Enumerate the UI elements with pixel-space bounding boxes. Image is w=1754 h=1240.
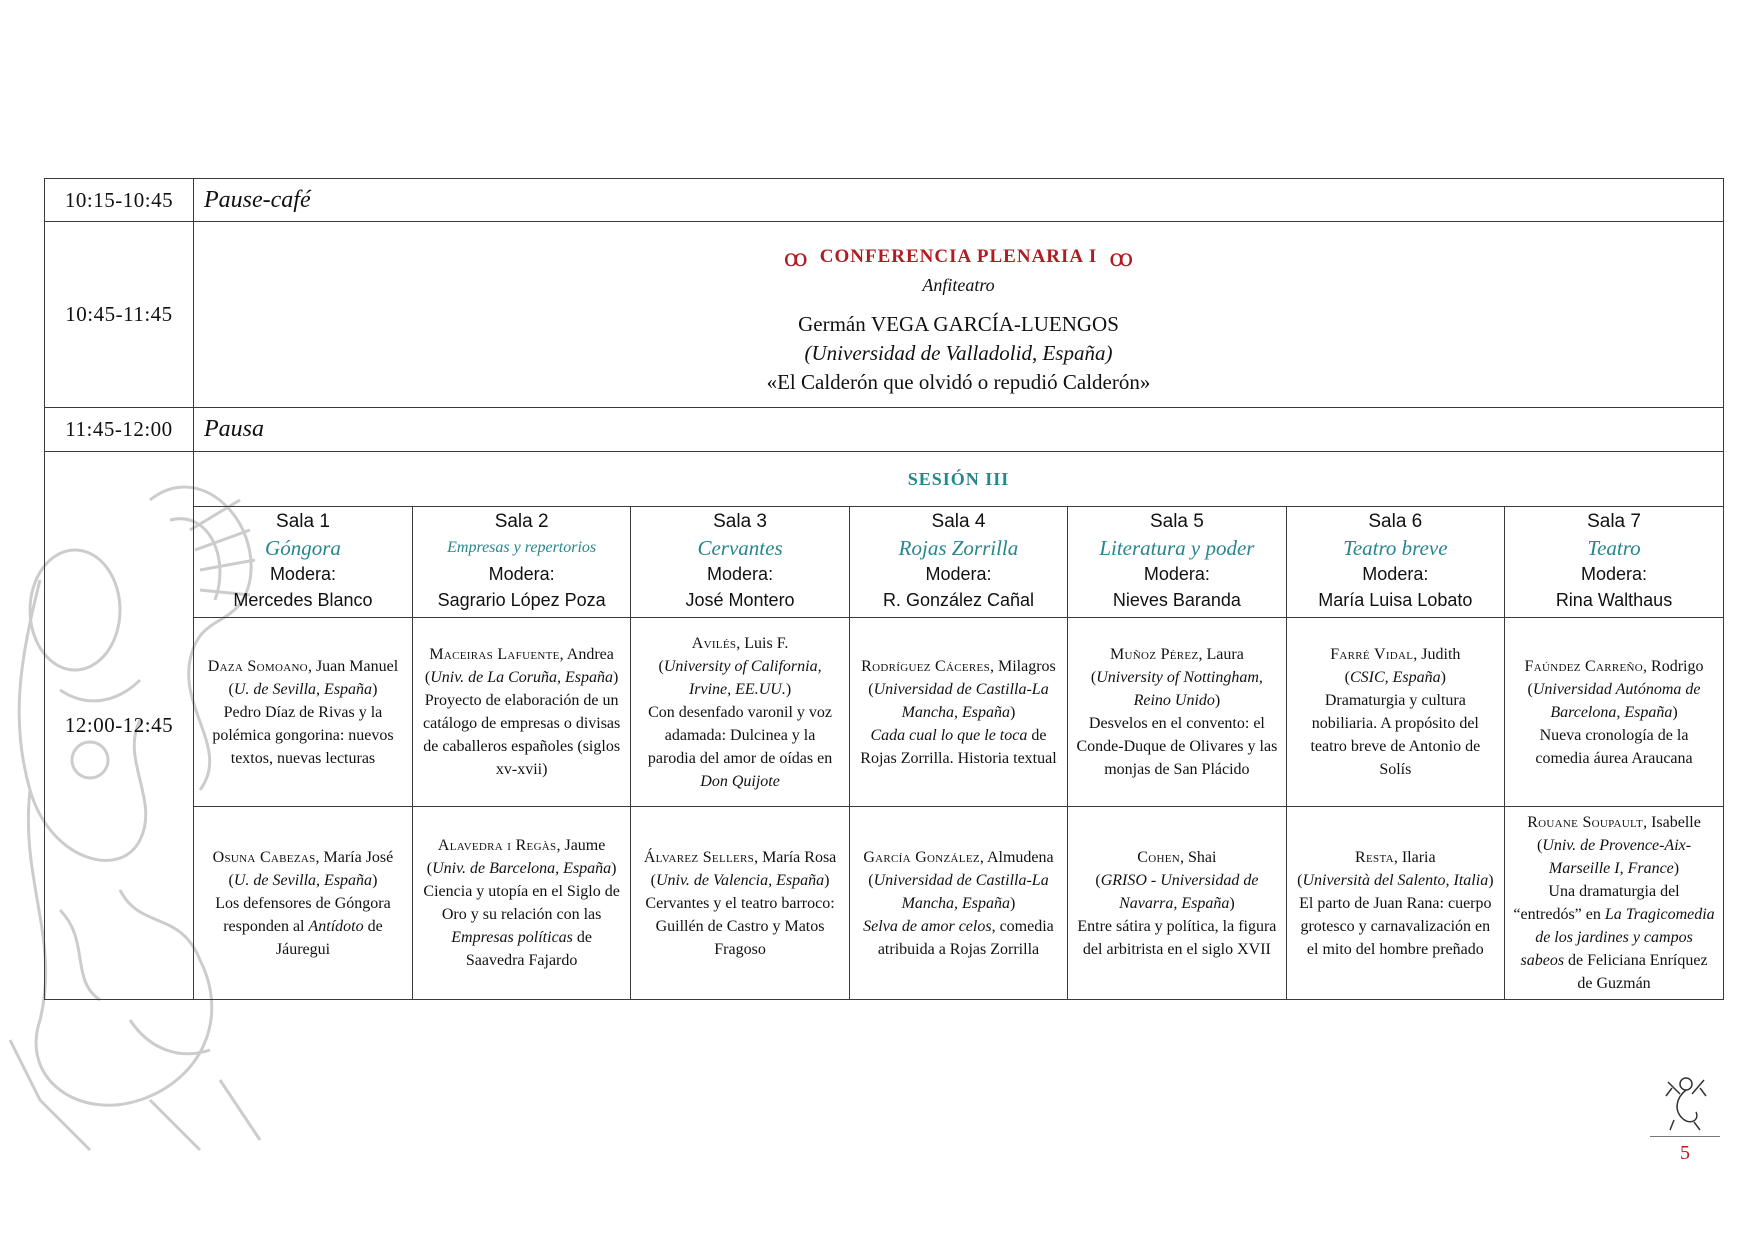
author-surname: García González (863, 848, 980, 866)
sala-theme: Rojas Zorrilla (898, 536, 1019, 560)
author-affiliation: (Universidad de Castilla-La Mancha, España) (868, 871, 1049, 912)
sala-theme: Empresas y repertorios (447, 539, 597, 556)
pause-cafe-row (45, 179, 1724, 222)
paper-title: Proyecto de elaboración de un catálogo de empresas o divisas de caballeros españoles (siglos xv-xvii) (422, 692, 621, 778)
author-name: Faúndez Carreño, Rodrigo (1524, 657, 1704, 675)
sala-header (194, 507, 412, 618)
paper-cell (194, 618, 412, 807)
sala-header (631, 507, 849, 618)
sala-theme: Cervantes (697, 536, 783, 560)
paper-cell (849, 618, 1067, 807)
author-name: Farré Vidal, Judith (1330, 646, 1461, 663)
paper-cell (1286, 807, 1504, 1000)
sala-name: Sala 6 (1368, 511, 1423, 532)
author-affiliation: (Univ. de Valencia, España) (650, 871, 830, 889)
author-affiliation: (University of Nottingham, Reino Unido) (1090, 669, 1263, 709)
sala-theme: Literatura y poder (1099, 536, 1255, 560)
author-name: Maceiras Lafuente, Andrea (429, 646, 614, 663)
sala-header-row (194, 507, 1723, 618)
author-surname: Daza Somoano (207, 657, 308, 675)
paper-cell (412, 618, 630, 807)
author-given: Shai (1188, 848, 1217, 866)
pause-label: Pause-café (194, 179, 1724, 222)
sala-header (1068, 507, 1286, 618)
paper-title: Dramaturgia y cultura nobiliaria. A propósito del teatro breve de Antonio de Solís (1310, 692, 1481, 778)
author-surname: Álvarez Sellers (643, 848, 755, 866)
author-name: Osuna Cabezas, María José (212, 848, 394, 866)
sala-header (849, 507, 1067, 618)
time-slot: 12:00-12:45 (45, 452, 194, 1000)
paper-cell (194, 807, 412, 1000)
sala-moderator: Rina Walthaus (1555, 590, 1673, 610)
moderates-label: Modera: (1143, 564, 1210, 584)
plenary-cell (194, 222, 1724, 408)
author-surname: Resta (1355, 848, 1394, 866)
plenary-talk-title: «El Calderón que olvidó o repudió Calderón» (766, 370, 1151, 394)
author-name: Muñoz Pérez, Laura (1110, 646, 1244, 663)
author-surname: Rodríguez Cáceres (861, 657, 990, 675)
author-affiliation: (Università del Salento, Italia) (1297, 871, 1494, 889)
paper-title: Desvelos en el convento: el Conde-Duque de Olivares y las monjas de San Plácido (1076, 715, 1278, 778)
session-title: SESIÓN III (194, 452, 1723, 507)
moderates-label: Modera: (488, 564, 555, 584)
paper-title: Cervantes y el teatro barroco: Guillén de Castro y Matos Fragoso (645, 894, 835, 958)
sala-name: Sala 1 (276, 511, 330, 532)
author-name: Rouane Soupault, Isabelle (1527, 814, 1701, 831)
paper-title: Ciencia y utopía en el Siglo de Oro y su relación con las Empresas políticas de Saavedra Fajardo (423, 883, 620, 969)
author-given: Almudena (986, 848, 1054, 866)
author-affiliation: (GRISO - Universidad de Navarra, España) (1095, 871, 1259, 912)
moderates-label: Modera: (1580, 564, 1648, 584)
sala-moderator: María Luisa Lobato (1318, 590, 1473, 610)
author-name: Rodríguez Cáceres, Milagros (861, 657, 1056, 675)
paper-title: Pedro Díaz de Rivas y la polémica gongorina: nuevos textos, nuevas lecturas (212, 703, 394, 767)
paper-title: Una dramaturgia del “entredós” en La Tragicomedia de los jardines y campos sabeos de Feliciana Enríquez de Guzmán (1513, 883, 1715, 992)
plenary-affiliation: (Universidad de Valladolid, España) (804, 341, 1113, 365)
pausa-row (45, 408, 1724, 452)
paper-title: Entre sátira y política, la figura del arbitrista en el siglo XVII (1077, 917, 1277, 958)
sala-name: Sala 7 (1587, 511, 1641, 532)
siren-logo-icon (1664, 1068, 1708, 1132)
author-given: María José (323, 848, 394, 866)
sala-header (1286, 507, 1504, 618)
author-surname: Farré Vidal (1330, 646, 1414, 663)
sala-moderator: Mercedes Blanco (233, 590, 373, 610)
author-affiliation: (Universidad Autónoma de Barcelona, España) (1527, 680, 1701, 721)
plenary-speaker (194, 312, 1723, 337)
paper-cell (1068, 807, 1286, 1000)
author-given: Juan Manuel (315, 657, 399, 675)
author-name: Avilés, Luis F. (691, 634, 789, 652)
sala-header (1505, 507, 1723, 618)
author-affiliation: (Univ. de Provence-Aix-Marseille I, France) (1536, 837, 1692, 877)
footer-rule (1650, 1136, 1720, 1137)
author-affiliation: (CSIC, España) (1344, 669, 1446, 686)
page-number: 5 (1680, 1142, 1690, 1164)
session-cell (194, 452, 1724, 1000)
author-affiliation: (Universidad de Castilla-La Mancha, España) (868, 680, 1049, 721)
author-surname: Alavedra i Regàs (437, 837, 557, 854)
paper-cell (412, 807, 630, 1000)
moderates-label: Modera: (925, 564, 992, 584)
paper-cell (631, 807, 849, 1000)
author-name: Daza Somoano, Juan Manuel (207, 657, 399, 675)
sala-theme: Teatro (1587, 536, 1641, 560)
author-affiliation: (University of California, Irvine, EE.UU.) (658, 657, 822, 698)
speaker-last-name: VEGA GARCÍA-LUENGOS (870, 312, 1119, 336)
sala-moderator: R. González Cañal (882, 590, 1035, 610)
author-surname: Cohen (1137, 848, 1181, 866)
author-name: Alavedra i Regàs, Jaume (437, 837, 606, 854)
sala-theme: Teatro breve (1343, 536, 1448, 560)
sala-theme: Góngora (265, 536, 341, 560)
plenary-location: Anfiteatro (922, 275, 995, 295)
author-surname: Muñoz Pérez (1110, 646, 1199, 663)
author-affiliation: (U. de Sevilla, España) (228, 871, 378, 889)
author-surname: Faúndez Carreño (1524, 657, 1644, 675)
time-slot: 10:45-11:45 (45, 222, 194, 408)
author-given: Judith (1421, 646, 1461, 663)
time-slot: 10:15-10:45 (45, 179, 194, 222)
paper-title: El parto de Juan Rana: cuerpo grotesco y carnavalización en el mito del hombre preñado (1299, 894, 1492, 958)
author-given: Isabelle (1651, 814, 1701, 831)
sala-moderator: Sagrario López Poza (437, 590, 606, 610)
papers-row-2 (194, 807, 1723, 1000)
author-affiliation: (Univ. de Barcelona, España) (426, 860, 617, 877)
paper-title: Con desenfado varonil y voz adamada: Dulcinea y la parodia del amor de oídas en Don Quijote (647, 703, 833, 790)
author-surname: Rouane Soupault (1527, 814, 1644, 831)
time-slot: 11:45-12:00 (45, 408, 194, 452)
session-grid (194, 452, 1723, 999)
author-affiliation: (Univ. de La Coruña, España) (424, 669, 619, 686)
session-row (45, 452, 1724, 1000)
moderates-label: Modera: (269, 564, 336, 584)
paper-title: Selva de amor celos, comedia atribuida a Rojas Zorrilla (863, 917, 1054, 958)
paper-cell (631, 618, 849, 807)
author-given: Andrea (566, 646, 614, 663)
author-surname: Avilés (691, 634, 737, 652)
author-given: Milagros (998, 657, 1056, 675)
program-table (44, 178, 1724, 1000)
paper-cell (849, 807, 1067, 1000)
paper-cell (1505, 618, 1723, 807)
paper-cell (1068, 618, 1286, 807)
sala-name: Sala 4 (931, 511, 986, 532)
plenary-title: CONFERENCIA PLENARIA I (819, 246, 1098, 268)
moderates-label: Modera: (1362, 564, 1429, 584)
author-given: Luis F. (744, 634, 789, 652)
author-given: Ilaria (1401, 848, 1436, 866)
author-given: Rodrigo (1651, 657, 1704, 675)
speaker-first-name: Germán (798, 312, 866, 336)
sala-name: Sala 2 (494, 511, 549, 532)
paper-cell (1505, 807, 1723, 1000)
author-name: Resta, Ilaria (1355, 848, 1436, 866)
author-name: Álvarez Sellers, María Rosa (643, 848, 837, 866)
author-surname: Maceiras Lafuente (429, 646, 560, 663)
author-given: Jaume (564, 837, 606, 854)
moderates-label: Modera: (707, 564, 774, 584)
author-name: García González, Almudena (863, 848, 1054, 866)
author-given: Laura (1206, 646, 1244, 663)
author-name: Cohen, Shai (1137, 848, 1217, 866)
sala-header (412, 507, 630, 618)
paper-title: Los defensores de Góngora responden al Antídoto de Jáuregui (215, 894, 391, 958)
pause-label: Pausa (194, 408, 1724, 452)
author-affiliation: (U. de Sevilla, España) (228, 680, 378, 698)
sala-name: Sala 3 (713, 511, 767, 532)
plenary-row (45, 222, 1724, 408)
sala-moderator: José Montero (685, 590, 795, 610)
author-surname: Osuna Cabezas (212, 848, 316, 866)
author-given: María Rosa (762, 848, 837, 866)
paper-cell (1286, 618, 1504, 807)
ornament-left-icon: ꝏ (783, 246, 808, 272)
papers-row-1 (194, 618, 1723, 807)
paper-title: Cada cual lo que le toca de Rojas Zorrilla. Historia textual (860, 726, 1057, 767)
sala-name: Sala 5 (1149, 511, 1204, 532)
sala-moderator: Nieves Baranda (1112, 590, 1241, 610)
ornament-right-icon: ꝏ (1109, 246, 1134, 272)
paper-title: Nueva cronología de la comedia áurea Araucana (1535, 726, 1693, 767)
